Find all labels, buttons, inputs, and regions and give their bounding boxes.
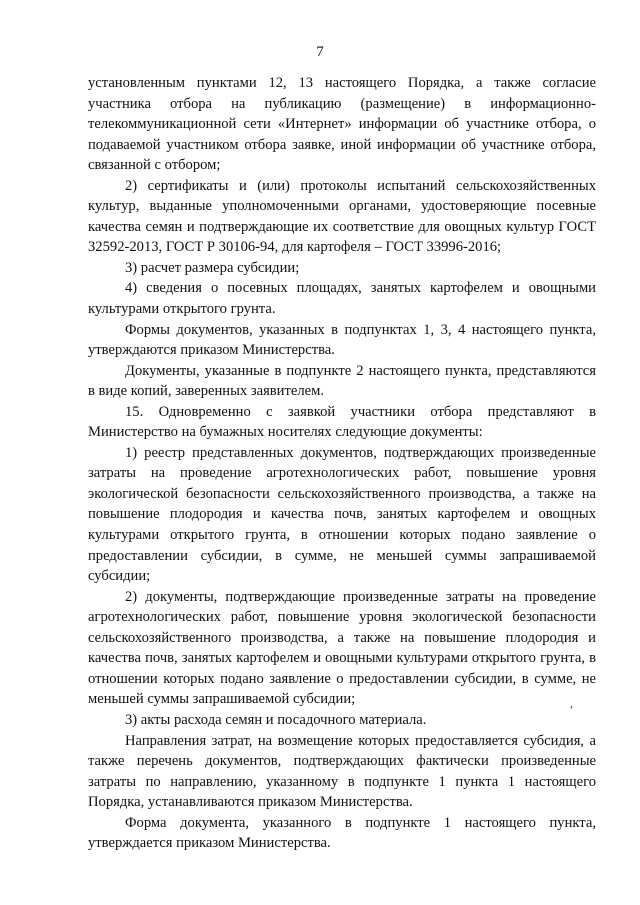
paragraph-forms: Формы документов, указанных в подпунктах 1, 3, 4 настоящего пункта, утверждаются приказом Министерства. — [88, 321, 596, 359]
clause-15: 15. Одновременно с заявкой участники отбора представляют в Министерство на бумажных носителях следующие документы: — [88, 403, 596, 441]
subitem-15-2: 2) документы, подтверждающие произведенные затраты на проведение агротехнологических работ, повышение уровня экологической безопасности сельскохозяйственного производства, а также на повышение плодородия и качества почв, занятых картофелем и овощными культурами открытого грунта, в отношении которых подано заявление о предоставлении субсидии, в сумме, не меньшей суммы запрашиваемой субсидии; — [88, 588, 596, 708]
paragraph-continuation: установленным пунктами 12, 13 настоящего Порядка, а также согласие участника отбора на публикацию (размещение) в информационно-телекоммуникационной сети «Интернет» информации об участнике отбора, о подаваемой участником отбора заявке, иной информации об участнике отбора, связанной с отбором; — [88, 75, 596, 174]
subitem-14-4: 4) сведения о посевных площадях, занятых картофелем и овощными культурами открытого грунта. — [88, 280, 596, 318]
paragraph-copies: Документы, указанные в подпункте 2 настоящего пункта, представляются в виде копий, заверенных заявителем. — [88, 362, 596, 400]
subitem-14-2: 2) сертификаты и (или) протоколы испытаний сельскохозяйственных культур, выданные уполномоченными органами, удостоверяющие посевные качества семян и подтверждающие их соответствие для овощных культур ГОСТ 32592-2013, ГОСТ Р 30106-94, для картофеля – ГОСТ 33996-2016; — [88, 177, 596, 256]
document-body — [88, 73, 596, 854]
subitem-15-1: 1) реестр представленных документов, подтверждающих произведенные затраты на проведение агротехнологических работ, повышение уровня экологической безопасности сельскохозяйственного производства, а также на повышение плодородия и качества почв, занятых картофелем и овощных культурами открытого грунта, в отношении которых подано заявление о предоставлении субсидии, в сумме, не меньшей суммы запрашиваемой субсидии; — [88, 444, 596, 585]
page-number: 7 — [316, 44, 324, 60]
stray-mark: , — [570, 696, 573, 710]
subitem-15-3: 3) акты расхода семян и посадочного материала. — [125, 711, 427, 728]
subitem-14-3: 3) расчет размера субсидии; — [125, 259, 300, 276]
paragraph-directions: Направления затрат, на возмещение которых предоставляется субсидия, а также перечень документов, подтверждающих фактически произведенные затраты по направлению, указанному в подпункте 1 пункта 1 настоящего Порядка, устанавливаются приказом Министерства. — [88, 732, 596, 811]
paragraph-form: Форма документа, указанного в подпункте 1 настоящего пункта, утверждается приказом Министерства. — [88, 814, 596, 852]
